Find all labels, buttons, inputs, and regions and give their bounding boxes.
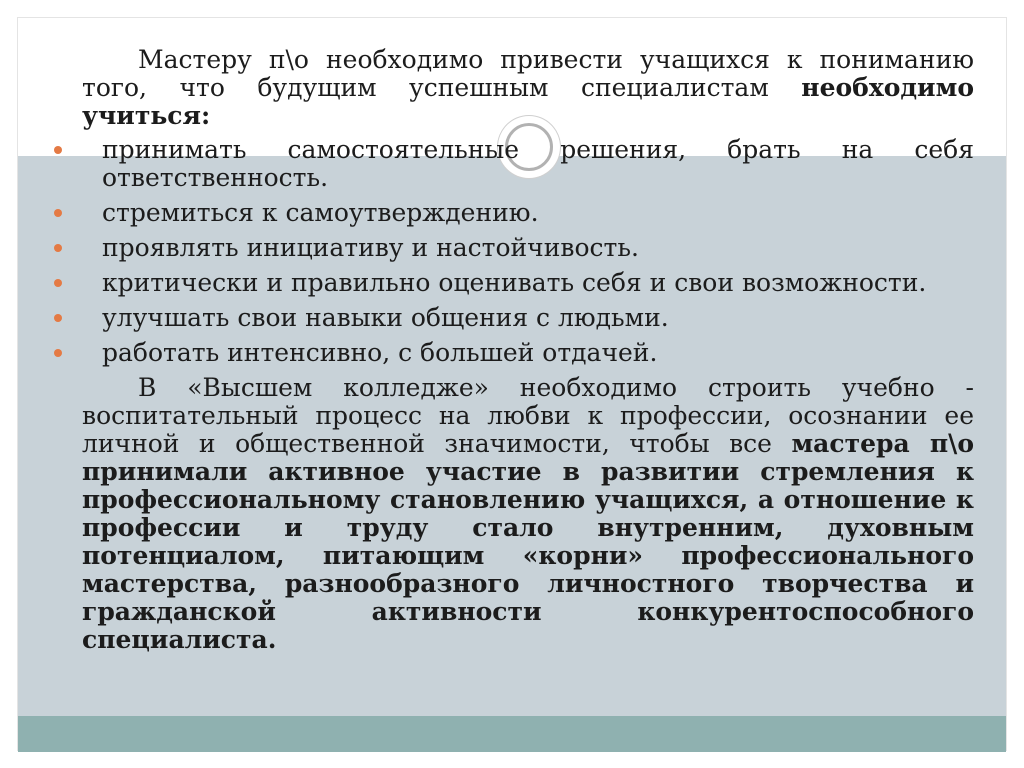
- list-item: [82, 269, 974, 297]
- bullet-dot-icon: [54, 209, 62, 217]
- conclusion-text-bold: мастера п\о принимали активное участие в развитии стремления к профессиональному становлению учащихся, а отношение к профессии и труду стало внутренним, духовным потенциалом, питающим «корни» профессионального мастерства, разнообразного личностного творчества и гражданской активности конкурентоспособного специалиста.: [82, 429, 974, 654]
- intro-paragraph: [82, 46, 974, 130]
- bullet-dot-icon: [54, 349, 62, 357]
- list-item-label: принимать самостоятельные решения, брать на себя ответственность.: [102, 135, 974, 192]
- conclusion-text: В «Высшем колледже» необходимо строить учебно - воспитательный процесс на любви к профессии, осознании ее личной и общественной значимости, чтобы все: [82, 373, 974, 458]
- list-item-label: стремиться к самоутверждению.: [102, 198, 539, 227]
- slide-frame: [17, 17, 1007, 751]
- list-item-label: критически и правильно оценивать себя и свои возможности.: [102, 268, 927, 297]
- bullet-dot-icon: [54, 314, 62, 322]
- bullet-list: [82, 136, 974, 367]
- list-item: [82, 136, 974, 192]
- list-item: [82, 304, 974, 332]
- intro-text-bold: необходимо учиться:: [82, 73, 974, 130]
- slide-footer-band: [18, 716, 1006, 752]
- list-item-label: улучшать свои навыки общения с людьми.: [102, 303, 669, 332]
- list-item-label: работать интенсивно, с большей отдачей.: [102, 338, 658, 367]
- bullet-dot-icon: [54, 244, 62, 252]
- list-item-label: проявлять инициативу и настойчивость.: [102, 233, 639, 262]
- intro-text: Мастеру п\о необходимо привести учащихся к пониманию того, что будущим успешным специалистам: [82, 45, 974, 102]
- conclusion-paragraph: [82, 374, 974, 654]
- slide-content: [82, 46, 974, 654]
- list-item: [82, 339, 974, 367]
- list-item: [82, 234, 974, 262]
- bullet-dot-icon: [54, 279, 62, 287]
- bullet-dot-icon: [54, 146, 62, 154]
- list-item: [82, 199, 974, 227]
